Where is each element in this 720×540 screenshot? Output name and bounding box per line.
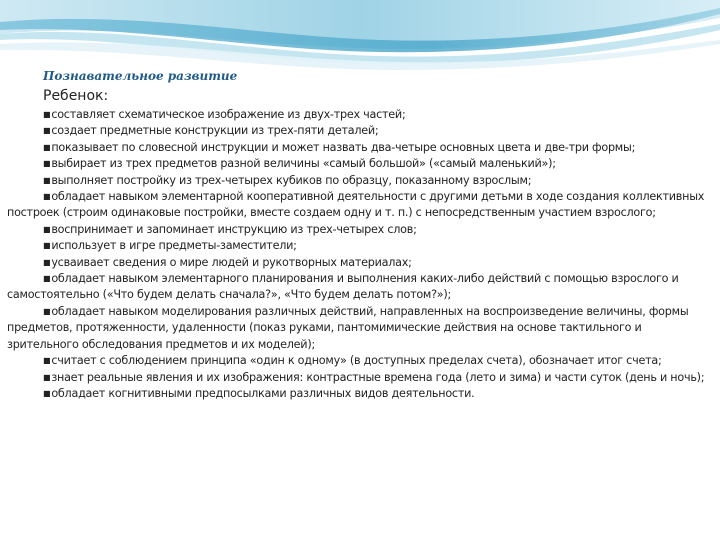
bullet-icon: ■ [43, 356, 51, 366]
list-item [7, 140, 713, 156]
list-item [7, 189, 713, 222]
list-item-text: обладает навыком элементарного планирования и выполнения каких-либо действий с помощью взрослого и самостоятельно («Что будем делать сначала?», «Что будем делать потом?»); [7, 272, 679, 302]
list-item-text: использует в игре предметы-заместители; [51, 239, 297, 253]
list-item-text: обладает навыком моделирования различных действий, направленных на воспроизведение величины, формы предметов, протяженности, удаленности (показ руками, пантомимические действия на основе тактильного и зрительного обследования предметов и их моделей); [7, 304, 689, 351]
list-item [7, 304, 713, 353]
list-item [7, 255, 713, 271]
bullet-icon: ■ [43, 372, 51, 382]
list-item-text: показывает по словесной инструкции и может назвать два-четыре основных цвета и две-три формы; [51, 140, 636, 154]
bullet-icon: ■ [43, 192, 51, 202]
list-item-text: создает предметные конструкции из трех-пяти деталей; [51, 124, 379, 138]
bullet-icon: ■ [43, 388, 51, 398]
list-item-text: обладает навыком элементарной кооперативной деятельности с другими детьми в ходе создания коллективных построек (строим одинаковые постройки, вместе создаем одну и т. п.) с непосредственным участием взрослого; [7, 190, 705, 220]
bullet-icon: ■ [43, 241, 51, 251]
list-item [7, 107, 713, 123]
list-item-text: усваивает сведения о мире людей и рукотворных материалах; [51, 255, 412, 269]
bullet-icon: ■ [43, 142, 51, 152]
list-item [7, 271, 713, 304]
list-item-text: считает с соблюдением принципа «один к одному» (в доступных пределах счета), обозначает итог счета; [51, 354, 662, 368]
bullet-icon: ■ [43, 224, 51, 234]
list-item [7, 370, 713, 386]
bullet-icon: ■ [43, 274, 51, 284]
header-wave-decoration [0, 0, 720, 70]
bullet-icon: ■ [43, 159, 51, 169]
list-item-text: воспринимает и запоминает инструкцию из трех-четырех слов; [51, 222, 417, 236]
list-item [7, 156, 713, 172]
list-item-text: выбирает из трех предметов разной величины «самый большой» («самый маленький»); [51, 157, 556, 171]
bullet-icon: ■ [43, 175, 51, 185]
list-item-text: выполняет постройку из трех-четырех кубиков по образцу, показанному взрослым; [51, 173, 532, 187]
section-heading: Познавательное развитие [43, 69, 238, 83]
bullet-icon: ■ [43, 257, 51, 267]
subject-label: Ребенок: [43, 88, 109, 104]
list-item-text: знает реальные явления и их изображения: контрастные времена года (лето и зима) и части суток (день и ночь); [51, 370, 705, 384]
bullet-icon: ■ [43, 110, 51, 119]
list-item [7, 353, 713, 369]
bullet-icon: ■ [43, 306, 51, 316]
list-item [7, 222, 713, 238]
list-item-text: обладает когнитивными предпосылками различных видов деятельности. [51, 386, 475, 400]
list-item [7, 173, 713, 189]
list-item [7, 386, 713, 402]
list-item [7, 123, 713, 139]
bullet-icon: ■ [43, 126, 51, 136]
text-content [7, 68, 713, 402]
list-item [7, 238, 713, 254]
bullet-list [7, 107, 713, 402]
list-item-text: составляет схематическое изображение из двух-трех частей; [51, 108, 406, 121]
